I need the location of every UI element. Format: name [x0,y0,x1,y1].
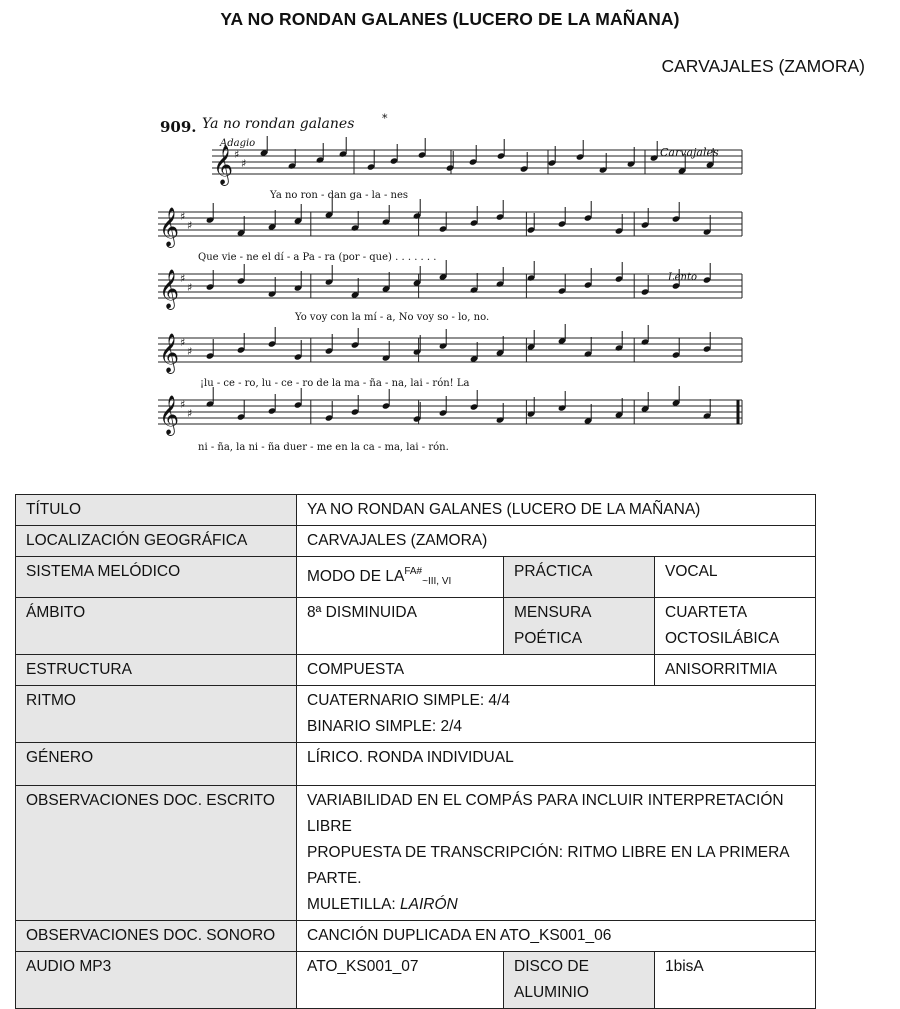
obs-sonoro-value: CANCIÓN DUPLICADA EN ATO_KS001_06 [297,921,816,952]
row-ritmo [16,686,816,743]
sistema-sub: ~III, VI [422,576,452,587]
page-title: YA NO RONDAN GALANES (LUCERO DE LA MAÑANA) [220,9,680,29]
row-sistema [16,557,816,598]
score-lyric-line-2: Que vie - ne el dí - a Pa - ra (por - que) . . . . . . . [198,252,437,263]
row-obs-sonoro [16,921,816,952]
score-lyric-line-5: ni - ña, la ni - ña duer - me en la ca - ma, lai - rón. [198,442,449,453]
score-staves [158,136,742,436]
ritmo-label: RITMO [16,686,297,743]
row-localizacion [16,526,816,557]
sistema-label: SISTEMA MELÓDICO [16,557,297,598]
score-number: 909. [160,118,197,136]
svg-text:𝄞: 𝄞 [159,333,180,373]
score-lyric-line-3: Yo voy con la mí - a, No voy so - lo, no. [295,312,490,323]
svg-text:♯: ♯ [187,219,193,232]
svg-text:♯: ♯ [187,407,193,420]
titulo-label: TÍTULO [16,495,297,526]
ambito-label: ÁMBITO [16,598,297,655]
score-tempo-end: Lento [668,272,698,283]
muletilla-value: LAIRÓN [400,896,458,913]
titulo-value: YA NO RONDAN GALANES (LUCERO DE LA MAÑANA) [297,495,816,526]
estructura-extra: ANISORRITMIA [655,655,816,686]
ambito-value: 8ª DISMINUIDA [297,598,504,655]
song-info-table [15,494,816,1009]
muletilla-line [307,892,805,918]
row-audio [16,952,816,1009]
svg-text:♯: ♯ [187,345,193,358]
sistema-value-cell [297,557,504,598]
svg-text:𝄞: 𝄞 [159,395,180,435]
sistema-sup: FA# [404,566,423,577]
score-place: Carvajales [660,146,719,159]
music-score-image [150,102,750,457]
svg-text:♯: ♯ [180,336,186,349]
estructura-label: ESTRUCTURA [16,655,297,686]
svg-text:𝄞: 𝄞 [159,207,180,247]
svg-text:♯: ♯ [180,398,186,411]
obs-escrito-line-1: VARIABILIDAD EN EL COMPÁS PARA INCLUIR INTERPRETACIÓN LIBRE [307,792,784,835]
practica-value: VOCAL [655,557,816,598]
svg-text:𝄞: 𝄞 [213,145,234,185]
estructura-value: COMPUESTA [297,655,655,686]
mensura-label: MENSURA POÉTICA [504,598,655,655]
row-estructura [16,655,816,686]
disco-label: DISCO DE ALUMINIO [504,952,655,1009]
obs-escrito-label: OBSERVACIONES DOC. ESCRITO [16,786,297,921]
localizacion-label: LOCALIZACIÓN GEOGRÁFICA [16,526,297,557]
localizacion-value: CARVAJALES (ZAMORA) [297,526,816,557]
score-asterisk: * [382,112,388,125]
score-tempo: Adagio [220,138,256,149]
svg-text:♯: ♯ [241,157,247,170]
sistema-value: MODO DE LA [307,568,405,585]
audio-label: AUDIO MP3 [16,952,297,1009]
svg-text:♯: ♯ [180,272,186,285]
score-lyric-line-1: Ya no ron - dan ga - la - nes [270,190,409,201]
svg-text:♯: ♯ [187,281,193,294]
row-obs-escrito [16,786,816,921]
row-ambito [16,598,816,655]
genero-value: LÍRICO. RONDA INDIVIDUAL [297,743,816,786]
disco-value: 1bisA [655,952,816,1009]
mensura-value: CUARTETA OCTOSILÁBICA [655,598,816,655]
row-titulo [16,495,816,526]
practica-label: PRÁCTICA [504,557,655,598]
obs-escrito-line-2: PROPUESTA DE TRANSCRIPCIÓN: RITMO LIBRE EN LA PRIMERA PARTE. [307,844,789,887]
muletilla-label: MULETILLA: [307,896,396,913]
ritmo-line-2: BINARIO SIMPLE: 2/4 [307,718,463,735]
row-genero [16,743,816,786]
genero-label: GÉNERO [16,743,297,786]
obs-escrito-value [297,786,816,921]
score-song-title: Ya no rondan galanes [202,116,355,132]
audio-value: ATO_KS001_07 [297,952,504,1009]
svg-text:𝄞: 𝄞 [159,269,180,309]
svg-text:♯: ♯ [180,210,186,223]
ritmo-line-1: CUATERNARIO SIMPLE: 4/4 [307,692,510,709]
obs-sonoro-label: OBSERVACIONES DOC. SONORO [16,921,297,952]
location-heading: CARVAJALES (ZAMORA) [661,56,865,76]
ritmo-value [297,686,816,743]
score-lyric-line-4: ¡lu - ce - ro, lu - ce - ro de la ma - ña - na, lai - rón! La [200,378,470,389]
svg-text:♯: ♯ [234,148,240,161]
